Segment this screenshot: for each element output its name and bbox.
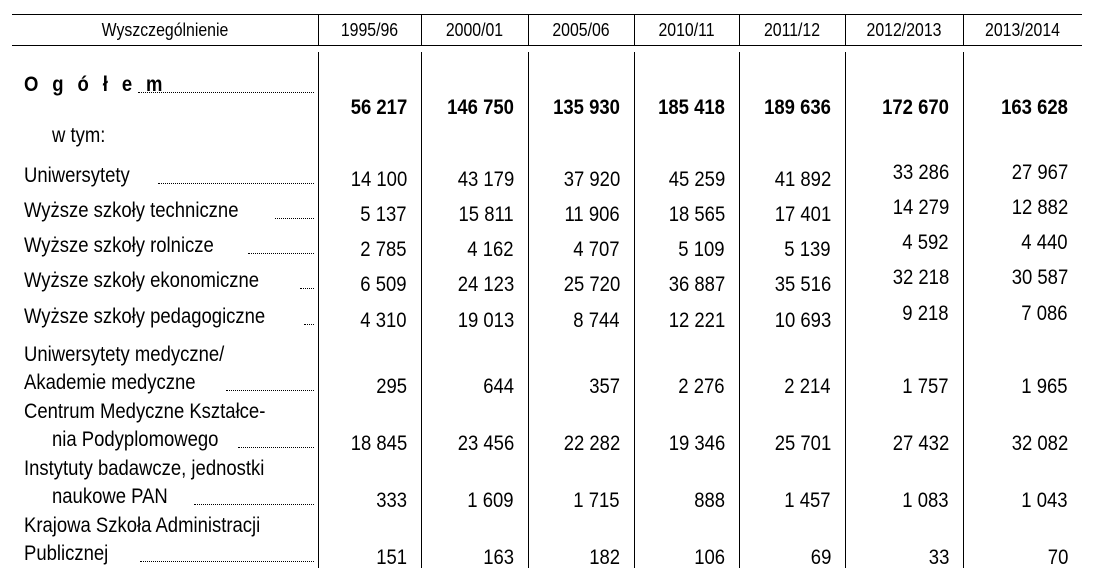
header-year: 1995/96 <box>340 20 399 40</box>
table-cell-value: 2 214 <box>784 375 831 398</box>
header-year: 2010/11 <box>658 20 715 40</box>
table-cell-value: 27 967 <box>1011 161 1068 184</box>
dot-leader <box>158 183 314 184</box>
table-cell-value: 151 <box>376 546 407 569</box>
table-header <box>12 14 1082 46</box>
row-label: Uniwersytety medyczne/ <box>24 343 225 366</box>
dot-leader <box>194 504 314 505</box>
row-label: nia Podyplomowego <box>52 428 219 451</box>
table-cell-value: 35 516 <box>774 273 831 296</box>
table-cell-value: 9 218 <box>902 302 949 325</box>
row-label: naukowe PAN <box>52 485 168 508</box>
table-cell-value: 333 <box>376 489 407 512</box>
table-cell-value: 2 276 <box>678 375 725 398</box>
table-cell-value: 23 456 <box>457 432 514 455</box>
table-cell-value: 43 179 <box>457 168 514 191</box>
header-year: 2012/2013 <box>866 20 942 40</box>
dot-leader <box>238 447 314 448</box>
dot-leader <box>140 561 314 562</box>
table-cell-value: 189 636 <box>764 96 831 119</box>
table-cell-value: 4 707 <box>573 238 620 261</box>
column-divider <box>634 14 635 46</box>
header-year: 2005/06 <box>552 20 610 40</box>
row-label: Publicznej <box>24 542 109 565</box>
table-cell-value: 25 701 <box>774 432 831 455</box>
table-cell-value: 18 845 <box>350 432 407 455</box>
table-cell-value: 185 418 <box>658 96 725 119</box>
dot-leader <box>138 92 314 93</box>
table-cell-value: 37 920 <box>563 168 620 191</box>
column-divider <box>421 14 422 46</box>
table-cell-value: 2 785 <box>360 238 407 261</box>
table-cell-value: 135 930 <box>553 96 620 119</box>
column-divider <box>845 14 846 46</box>
table-cell-value: 17 401 <box>774 203 831 226</box>
row-label: Akademie medyczne <box>24 371 196 394</box>
table-cell-value: 4 162 <box>467 238 514 261</box>
table-cell-value: 22 282 <box>563 432 620 455</box>
table-cell-value: 12 882 <box>1011 196 1068 219</box>
column-divider <box>318 52 319 568</box>
row-label: Instytuty badawcze, jednostki <box>24 457 265 480</box>
table-cell-value: 1 715 <box>573 489 620 512</box>
column-divider <box>318 14 319 46</box>
column-divider <box>739 14 740 46</box>
header-description: Wyszczególnienie <box>101 20 229 40</box>
table-cell-value: 357 <box>589 375 620 398</box>
table-cell-value: 182 <box>589 546 620 569</box>
column-divider <box>963 14 964 46</box>
table-cell-value: 45 259 <box>668 168 725 191</box>
table-cell-value: 32 218 <box>892 266 949 289</box>
header-year: 2013/2014 <box>985 20 1060 40</box>
table-cell-value: 33 <box>928 546 949 569</box>
table-cell-value: 106 <box>694 546 725 569</box>
column-divider <box>845 52 846 568</box>
table-cell-value: 70 <box>1047 546 1068 569</box>
dot-leader <box>248 253 314 254</box>
table-cell-value: 1 609 <box>467 489 514 512</box>
table-cell-value: 6 509 <box>360 273 407 296</box>
table-cell-value: 4 310 <box>360 309 407 332</box>
table-cell-value: 15 811 <box>458 203 514 226</box>
row-label: Wyższe szkoły techniczne <box>24 199 239 222</box>
row-label: Krajowa Szkoła Administracji <box>24 514 261 537</box>
table-cell-value: 7 086 <box>1021 302 1068 325</box>
table-cell-value: 888 <box>694 489 725 512</box>
table-cell-value: 14 279 <box>892 196 949 219</box>
column-divider <box>421 52 422 568</box>
table-cell-value: 32 082 <box>1011 432 1068 455</box>
table-cell-value: 11 906 <box>564 203 620 226</box>
header-year: 2000/01 <box>445 20 504 40</box>
table-cell-value: 1 457 <box>784 489 831 512</box>
table-cell-value: 5 137 <box>360 203 407 226</box>
column-divider <box>739 52 740 568</box>
table-cell-value: 146 750 <box>447 96 514 119</box>
column-divider <box>634 52 635 568</box>
row-label: Wyższe szkoły rolnicze <box>24 234 214 257</box>
table-cell-value: 172 670 <box>882 96 949 119</box>
subheading: w tym: <box>52 124 106 147</box>
total-label: O g ó ł e m <box>24 73 167 96</box>
table-cell-value: 163 628 <box>1001 96 1068 119</box>
table-cell-value: 8 744 <box>573 309 620 332</box>
table-cell-value: 1 757 <box>902 375 949 398</box>
table-cell-value: 1 965 <box>1021 375 1068 398</box>
table-cell-value: 25 720 <box>563 273 620 296</box>
table-cell-value: 24 123 <box>457 273 514 296</box>
table-cell-value: 644 <box>483 375 514 398</box>
table-cell-value: 5 139 <box>784 238 831 261</box>
column-divider <box>528 14 529 46</box>
dot-leader <box>300 288 314 289</box>
table-cell-value: 4 592 <box>902 231 949 254</box>
table-cell-value: 41 892 <box>774 168 831 191</box>
dot-leader <box>275 218 314 219</box>
row-label: Uniwersytety <box>24 164 130 187</box>
table-cell-value: 5 109 <box>678 238 725 261</box>
dot-leader <box>226 390 314 391</box>
table-cell-value: 1 083 <box>902 489 949 512</box>
table-cell-value: 36 887 <box>668 273 725 296</box>
table-cell-value: 30 587 <box>1011 266 1068 289</box>
column-divider <box>528 52 529 568</box>
table-cell-value: 4 440 <box>1021 231 1068 254</box>
table-cell-value: 1 043 <box>1021 489 1068 512</box>
column-divider <box>963 52 964 568</box>
table-cell-value: 27 432 <box>892 432 949 455</box>
table-cell-value: 19 013 <box>457 309 514 332</box>
table-cell-value: 295 <box>376 375 407 398</box>
table-cell-value: 10 693 <box>774 309 831 332</box>
header-year: 2011/12 <box>763 20 821 40</box>
row-label: Centrum Medyczne Kształce- <box>24 400 266 423</box>
table-cell-value: 33 286 <box>892 161 949 184</box>
row-label: Wyższe szkoły pedagogiczne <box>24 305 266 328</box>
table-cell-value: 19 346 <box>668 432 725 455</box>
table-cell-value: 14 100 <box>350 168 407 191</box>
dot-leader <box>304 324 314 325</box>
table-cell-value: 18 565 <box>668 203 725 226</box>
table-cell-value: 69 <box>810 546 831 569</box>
table-cell-value: 163 <box>483 546 514 569</box>
table-cell-value: 12 221 <box>668 309 725 332</box>
table-cell-value: 56 217 <box>350 96 407 119</box>
row-label: Wyższe szkoły ekonomiczne <box>24 269 260 292</box>
